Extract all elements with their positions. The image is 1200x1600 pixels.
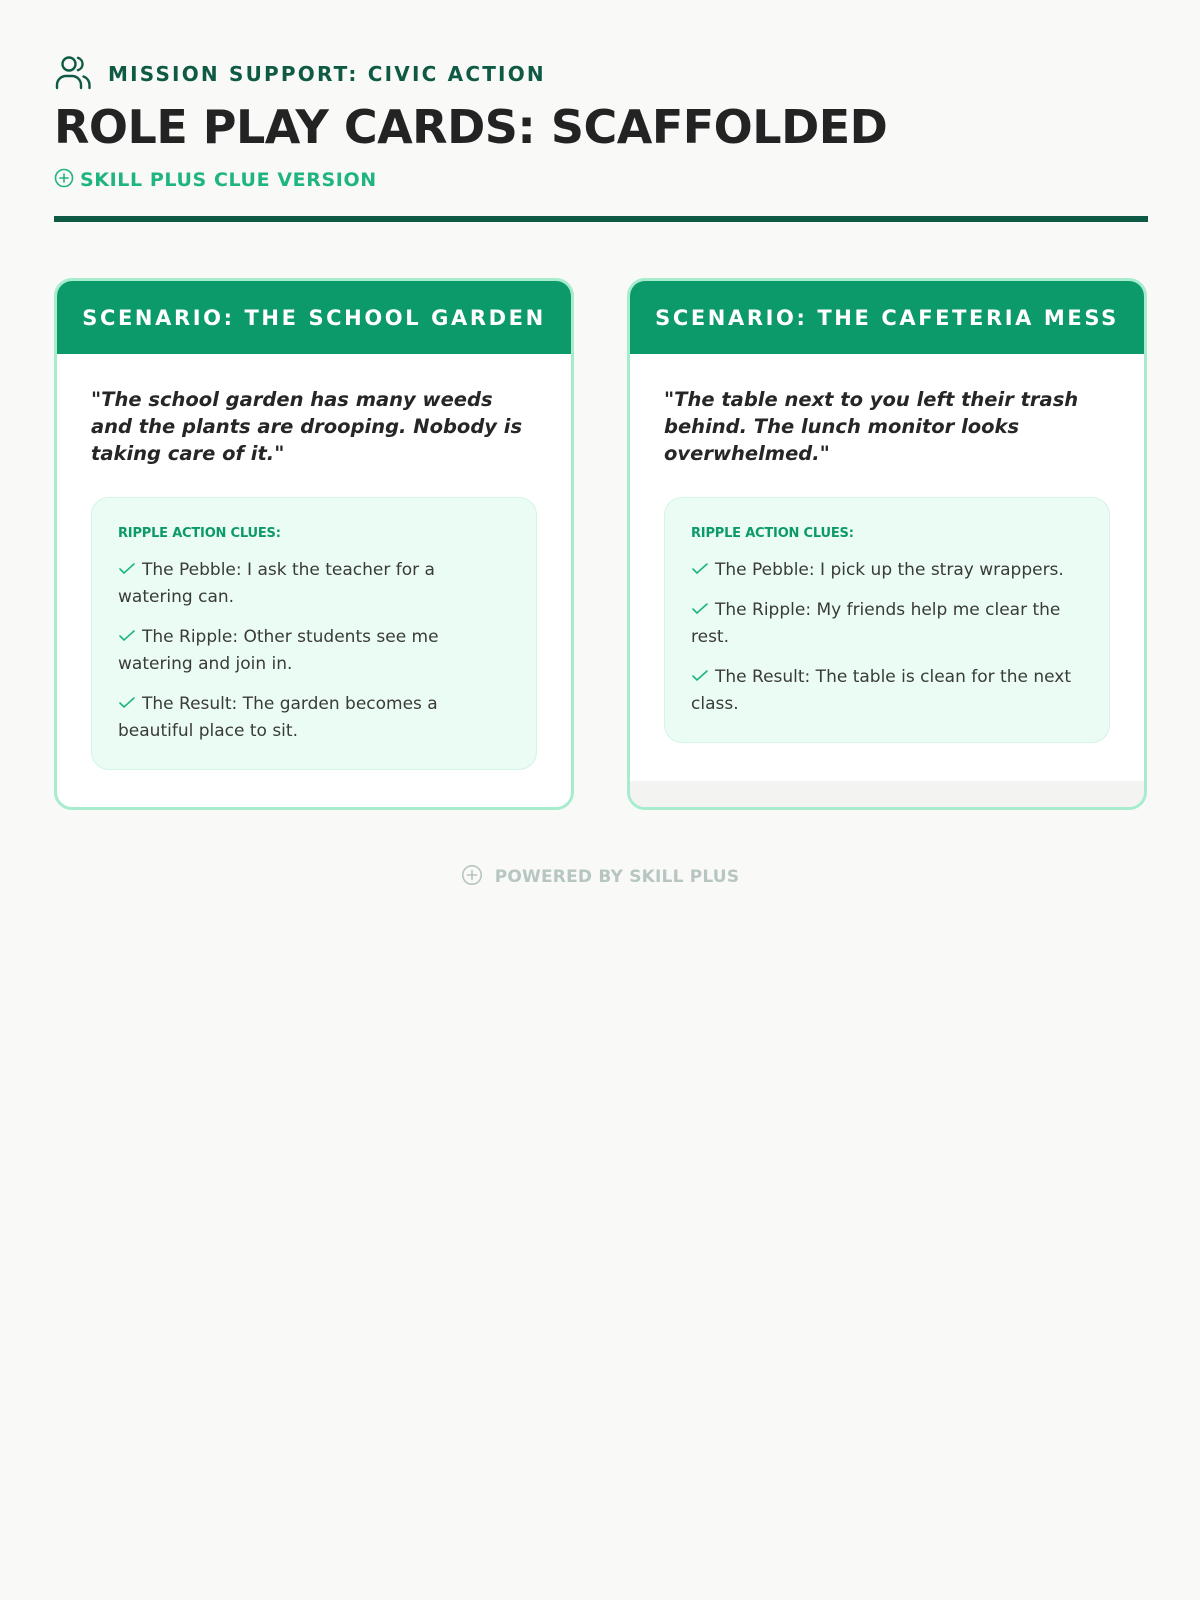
clues-title: RIPPLE ACTION CLUES: xyxy=(691,526,854,541)
scenario-card-cafeteria-mess xyxy=(627,278,1147,810)
clues-title: RIPPLE ACTION CLUES: xyxy=(118,526,281,541)
check-icon xyxy=(118,558,136,572)
clue-item xyxy=(691,557,1083,584)
clue-text: The Pebble: I ask the teacher for a watering can. xyxy=(118,560,435,607)
eyebrow-label: MISSION SUPPORT: CIVIC ACTION xyxy=(108,62,546,86)
clue-text: The Result: The garden becomes a beautiful place to sit. xyxy=(118,694,438,741)
plus-circle-icon xyxy=(461,864,495,890)
clue-item xyxy=(118,691,510,745)
plus-circle-icon xyxy=(54,168,80,192)
page-title: ROLE PLAY CARDS: SCAFFOLDED xyxy=(54,100,888,154)
clue-text: The Result: The table is clean for the next class. xyxy=(691,667,1072,714)
clue-item xyxy=(691,597,1083,651)
clue-item xyxy=(691,664,1083,718)
card-heading: SCENARIO: THE SCHOOL GARDEN xyxy=(57,281,571,354)
ripple-clues-box xyxy=(91,497,537,770)
footer-label: POWERED BY SKILL PLUS xyxy=(494,867,740,887)
page-header xyxy=(54,54,1148,193)
card-footer-strip xyxy=(630,781,1144,807)
page-footer xyxy=(0,864,1200,890)
card-heading: SCENARIO: THE CAFETERIA MESS xyxy=(630,281,1144,354)
check-icon xyxy=(691,665,709,679)
subtitle-label: SKILL PLUS CLUE VERSION xyxy=(80,168,377,191)
check-icon xyxy=(691,558,709,572)
clue-item xyxy=(118,624,510,678)
clue-text: The Ripple: My friends help me clear the rest. xyxy=(691,600,1061,647)
scenario-quote: "The school garden has many weeds and the plants are drooping. Nobody is taking care of it." xyxy=(91,388,523,465)
scenario-card-school-garden xyxy=(54,278,574,810)
clue-item xyxy=(118,557,510,611)
ripple-clues-box xyxy=(664,497,1110,743)
header-divider xyxy=(54,216,1148,222)
eyebrow xyxy=(54,54,1148,94)
check-icon xyxy=(118,692,136,706)
check-icon xyxy=(118,625,136,639)
check-icon xyxy=(691,598,709,612)
subtitle xyxy=(54,167,1148,193)
clue-text: The Ripple: Other students see me watering and join in. xyxy=(118,627,439,674)
scenario-quote: "The table next to you left their trash behind. The lunch monitor looks overwhelmed." xyxy=(664,388,1079,465)
clue-text: The Pebble: I pick up the stray wrappers. xyxy=(715,560,1064,580)
users-icon xyxy=(54,53,108,95)
